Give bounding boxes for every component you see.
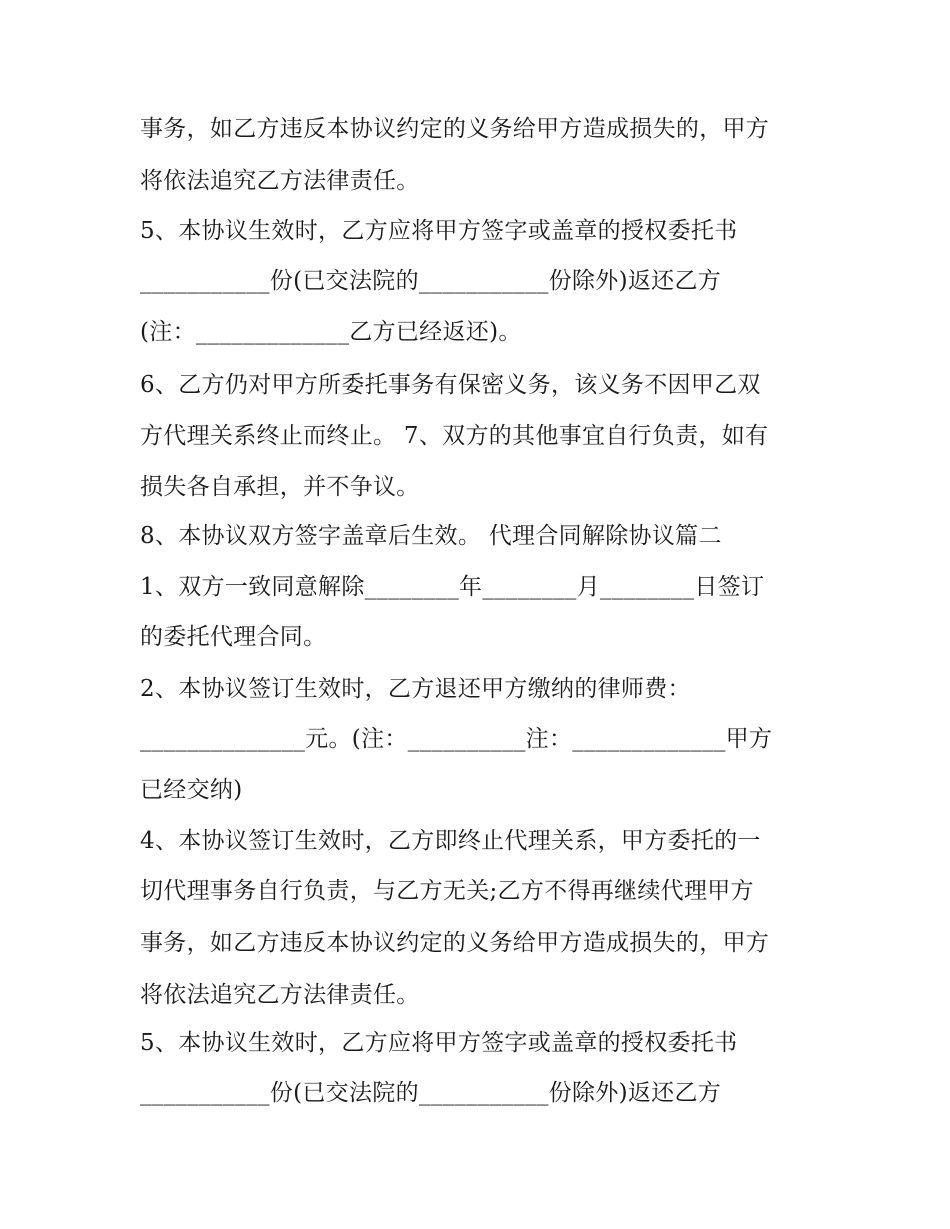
text-line: 方代理关系终止而终止。 7、双方的其他事宜自行负责，如有	[140, 423, 769, 449]
text-line: ___________份(已交法院的___________份除外)返还乙方	[140, 268, 722, 294]
text-line: 损失各自承担，并不争议。	[140, 474, 420, 500]
text-line: 2、本协议签订生效时，乙方退还甲方缴纳的律师费：	[140, 676, 691, 702]
text-line: 将依法追究乙方法律责任。	[140, 982, 420, 1008]
text-line: 4、本协议签订生效时，乙方即终止代理关系，甲方委托的一	[140, 828, 761, 854]
text-line: 5、本协议生效时，乙方应将甲方签字或盖章的授权委托书	[140, 1030, 738, 1056]
text-line: 事务，如乙方违反本协议约定的义务给甲方造成损失的，甲方	[140, 930, 770, 956]
text-line: ___________份(已交法院的___________份除外)返还乙方	[140, 1080, 722, 1106]
text-line: ______________元。(注：__________注：_____________甲方	[140, 726, 773, 752]
text-line: 将依法追究乙方法律责任。	[140, 168, 420, 194]
text-line: (注：_____________乙方已经返还)。	[140, 319, 522, 345]
text-line: 1、双方一致同意解除________年________月________日签订	[140, 574, 765, 600]
text-line: 6、乙方仍对甲方所委托事务有保密义务，该义务不因甲乙双	[140, 372, 761, 398]
text-line: 已经交纳)	[140, 777, 243, 803]
text-line: 5、本协议生效时，乙方应将甲方签字或盖章的授权委托书	[140, 218, 738, 244]
text-line: 切代理事务自行负责，与乙方无关;乙方不得再继续代理甲方	[140, 878, 754, 904]
text-line: 的委托代理合同。	[140, 624, 327, 650]
text-line: 8、本协议双方签字盖章后生效。 代理合同解除协议篇二	[140, 523, 722, 549]
text-line: 事务，如乙方违反本协议约定的义务给甲方造成损失的，甲方	[140, 116, 770, 142]
